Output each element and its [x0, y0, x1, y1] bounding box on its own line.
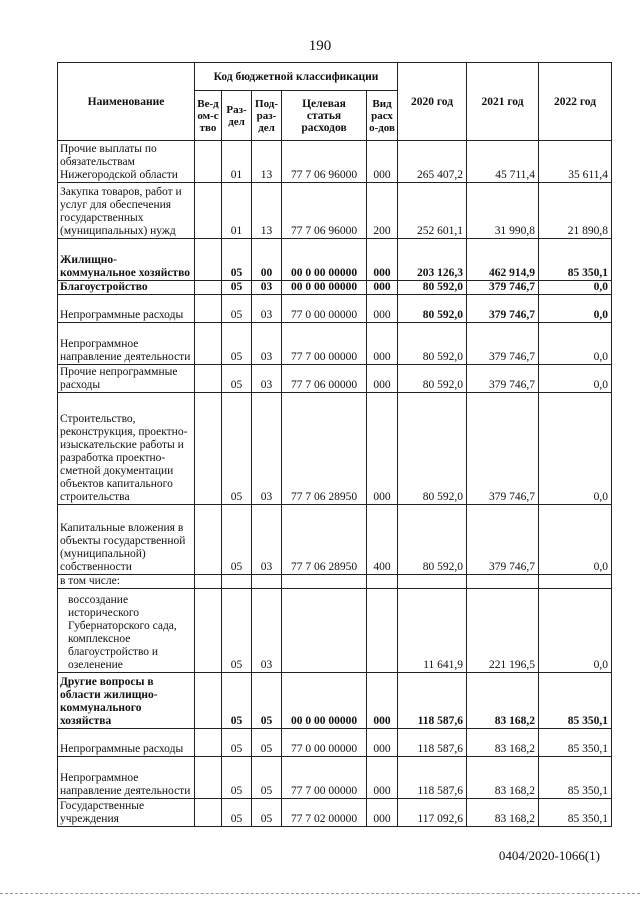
row-csr: 00 0 00 00000 [282, 239, 367, 281]
row-csr: 77 0 00 00000 [282, 729, 367, 757]
row-csr: 77 7 00 00000 [282, 757, 367, 799]
row-name: Жилищно-коммунальное хозяйство [58, 239, 195, 281]
row-2020: 252 601,1 [398, 183, 467, 239]
row-csr: 77 7 06 96000 [282, 183, 367, 239]
row-ved [195, 673, 222, 729]
row-razdel [222, 575, 252, 589]
row-razdel: 05 [222, 799, 252, 827]
row-vr [367, 589, 398, 673]
row-2022: 85 350,1 [539, 757, 612, 799]
row-2021: 83 168,2 [467, 673, 539, 729]
row-vr: 000 [367, 729, 398, 757]
row-2021: 379 746,7 [467, 365, 539, 393]
row-razdel: 01 [222, 141, 252, 183]
row-2022 [539, 575, 612, 589]
row-podrazdel: 03 [252, 323, 282, 365]
row-2020: 265 407,2 [398, 141, 467, 183]
table-row [58, 729, 612, 757]
header-2021: 2021 год [467, 63, 539, 141]
row-2022: 0,0 [539, 323, 612, 365]
row-ved [195, 281, 222, 295]
row-name: Прочие выплаты по обязательствам Нижегородской области [58, 141, 195, 183]
bottom-divider [0, 893, 640, 894]
row-ved [195, 589, 222, 673]
row-2022: 21 890,8 [539, 183, 612, 239]
row-2021: 379 746,7 [467, 281, 539, 295]
row-csr: 77 7 06 28950 [282, 393, 367, 505]
row-2021: 83 168,2 [467, 799, 539, 827]
row-ved [195, 729, 222, 757]
row-csr: 00 0 00 00000 [282, 281, 367, 295]
row-2020: 80 592,0 [398, 323, 467, 365]
row-razdel: 05 [222, 589, 252, 673]
row-podrazdel: 03 [252, 393, 282, 505]
row-podrazdel: 00 [252, 239, 282, 281]
table-row [58, 365, 612, 393]
row-podrazdel: 05 [252, 673, 282, 729]
row-podrazdel: 03 [252, 505, 282, 575]
row-csr: 77 0 00 00000 [282, 295, 367, 323]
row-vr: 000 [367, 673, 398, 729]
row-csr [282, 589, 367, 673]
row-name: Непрограммные расходы [58, 729, 195, 757]
row-razdel: 05 [222, 365, 252, 393]
row-2022: 0,0 [539, 295, 612, 323]
row-ved [195, 295, 222, 323]
header-razdel: Раз-дел [222, 91, 252, 141]
row-podrazdel: 05 [252, 799, 282, 827]
row-vr: 400 [367, 505, 398, 575]
row-ved [195, 799, 222, 827]
row-razdel: 05 [222, 239, 252, 281]
row-2022: 85 350,1 [539, 239, 612, 281]
row-2021: 83 168,2 [467, 757, 539, 799]
table-row [58, 393, 612, 505]
row-2020: 80 592,0 [398, 505, 467, 575]
row-ved [195, 323, 222, 365]
row-podrazdel: 03 [252, 365, 282, 393]
table-row [58, 589, 612, 673]
header-vr: Вид расхо-дов [367, 91, 398, 141]
row-2020: 80 592,0 [398, 365, 467, 393]
row-podrazdel: 05 [252, 757, 282, 799]
row-ved [195, 365, 222, 393]
row-2022: 85 350,1 [539, 729, 612, 757]
row-2022: 35 611,4 [539, 141, 612, 183]
header-2022: 2022 год [539, 63, 612, 141]
row-2022: 0,0 [539, 281, 612, 295]
row-2020: 80 592,0 [398, 281, 467, 295]
row-2022: 85 350,1 [539, 799, 612, 827]
row-name: Непрограммные расходы [58, 295, 195, 323]
row-ved [195, 141, 222, 183]
row-2020: 118 587,6 [398, 729, 467, 757]
row-2020: 80 592,0 [398, 295, 467, 323]
row-2020: 203 126,3 [398, 239, 467, 281]
row-2021: 83 168,2 [467, 729, 539, 757]
row-csr: 77 7 06 28950 [282, 505, 367, 575]
row-2022: 0,0 [539, 365, 612, 393]
table-row [58, 505, 612, 575]
row-ved [195, 393, 222, 505]
row-razdel: 05 [222, 323, 252, 365]
header-name: Наименование [58, 63, 195, 141]
row-vr: 000 [367, 365, 398, 393]
row-vr: 000 [367, 323, 398, 365]
row-ved [195, 239, 222, 281]
table-row [58, 281, 612, 295]
row-2021: 221 196,5 [467, 589, 539, 673]
row-ved [195, 757, 222, 799]
row-csr: 77 7 02 00000 [282, 799, 367, 827]
row-vr: 000 [367, 141, 398, 183]
row-podrazdel: 13 [252, 141, 282, 183]
row-ved [195, 575, 222, 589]
row-2021: 379 746,7 [467, 393, 539, 505]
budget-table [57, 62, 612, 827]
row-name: воссоздание исторического Губернаторского сада, комплексное благоустройство и озеленение [58, 589, 195, 673]
header-2020: 2020 год [398, 63, 467, 141]
row-razdel: 05 [222, 673, 252, 729]
row-2021 [467, 575, 539, 589]
row-2021: 31 990,8 [467, 183, 539, 239]
row-2021: 379 746,7 [467, 323, 539, 365]
table-row [58, 323, 612, 365]
row-name: в том числе: [58, 575, 195, 589]
row-2020: 118 587,6 [398, 673, 467, 729]
table-row [58, 183, 612, 239]
row-csr: 77 7 06 96000 [282, 141, 367, 183]
table-body [58, 141, 612, 827]
row-csr: 77 7 06 00000 [282, 365, 367, 393]
row-vr: 000 [367, 281, 398, 295]
table-row [58, 239, 612, 281]
row-2021: 45 711,4 [467, 141, 539, 183]
table-row [58, 673, 612, 729]
row-name: Другие вопросы в области жилищно-коммунального хозяйства [58, 673, 195, 729]
row-2022: 0,0 [539, 505, 612, 575]
row-vr: 000 [367, 239, 398, 281]
row-2022: 0,0 [539, 393, 612, 505]
row-name: Закупка товаров, работ и услуг для обеспечения государственных (муниципальных) нужд [58, 183, 195, 239]
row-2020: 11 641,9 [398, 589, 467, 673]
row-name: Государственные учреждения [58, 799, 195, 827]
row-vr [367, 575, 398, 589]
row-razdel: 05 [222, 757, 252, 799]
table-row [58, 799, 612, 827]
row-csr [282, 575, 367, 589]
row-razdel: 05 [222, 281, 252, 295]
row-2022: 85 350,1 [539, 673, 612, 729]
row-name: Строительство, реконструкция, проектно-изыскательские работы и разработка проектно-сметной документации объектов капитального строительства [58, 393, 195, 505]
header-csr: Целевая статья расходов [282, 91, 367, 141]
row-podrazdel: 05 [252, 729, 282, 757]
row-name: Непрограммное направление деятельности [58, 323, 195, 365]
row-vr: 000 [367, 295, 398, 323]
row-vr: 200 [367, 183, 398, 239]
row-podrazdel: 03 [252, 281, 282, 295]
row-podrazdel: 03 [252, 589, 282, 673]
row-razdel: 01 [222, 183, 252, 239]
row-podrazdel: 03 [252, 295, 282, 323]
row-name: Непрограммное направление деятельности [58, 757, 195, 799]
table-row [58, 757, 612, 799]
row-2020 [398, 575, 467, 589]
row-vr: 000 [367, 757, 398, 799]
row-podrazdel: 13 [252, 183, 282, 239]
header-podrazdel: Под-раз-дел [252, 91, 282, 141]
row-vr: 000 [367, 799, 398, 827]
row-vr: 000 [367, 393, 398, 505]
table-row [58, 141, 612, 183]
row-razdel: 05 [222, 295, 252, 323]
row-2020: 118 587,6 [398, 757, 467, 799]
row-2022: 0,0 [539, 589, 612, 673]
row-csr: 00 0 00 00000 [282, 673, 367, 729]
row-2020: 80 592,0 [398, 393, 467, 505]
row-razdel: 05 [222, 729, 252, 757]
table-row [58, 295, 612, 323]
row-razdel: 05 [222, 393, 252, 505]
row-2020: 117 092,6 [398, 799, 467, 827]
row-ved [195, 505, 222, 575]
row-podrazdel [252, 575, 282, 589]
row-csr: 77 7 00 00000 [282, 323, 367, 365]
row-ved [195, 183, 222, 239]
row-2021: 462 914,9 [467, 239, 539, 281]
document-code: 0404/2020-1066(1) [498, 848, 600, 863]
table-row [58, 575, 612, 589]
row-razdel: 05 [222, 505, 252, 575]
page-number: 190 [308, 38, 332, 54]
header-ved: Ве-дом-ство [195, 91, 222, 141]
header-code-group: Код бюджетной классификации [195, 63, 398, 91]
row-2021: 379 746,7 [467, 505, 539, 575]
row-2021: 379 746,7 [467, 295, 539, 323]
row-name: Благоустройство [58, 281, 195, 295]
row-name: Прочие непрограммные расходы [58, 365, 195, 393]
row-name: Капитальные вложения в объекты государственной (муниципальной) собственности [58, 505, 195, 575]
